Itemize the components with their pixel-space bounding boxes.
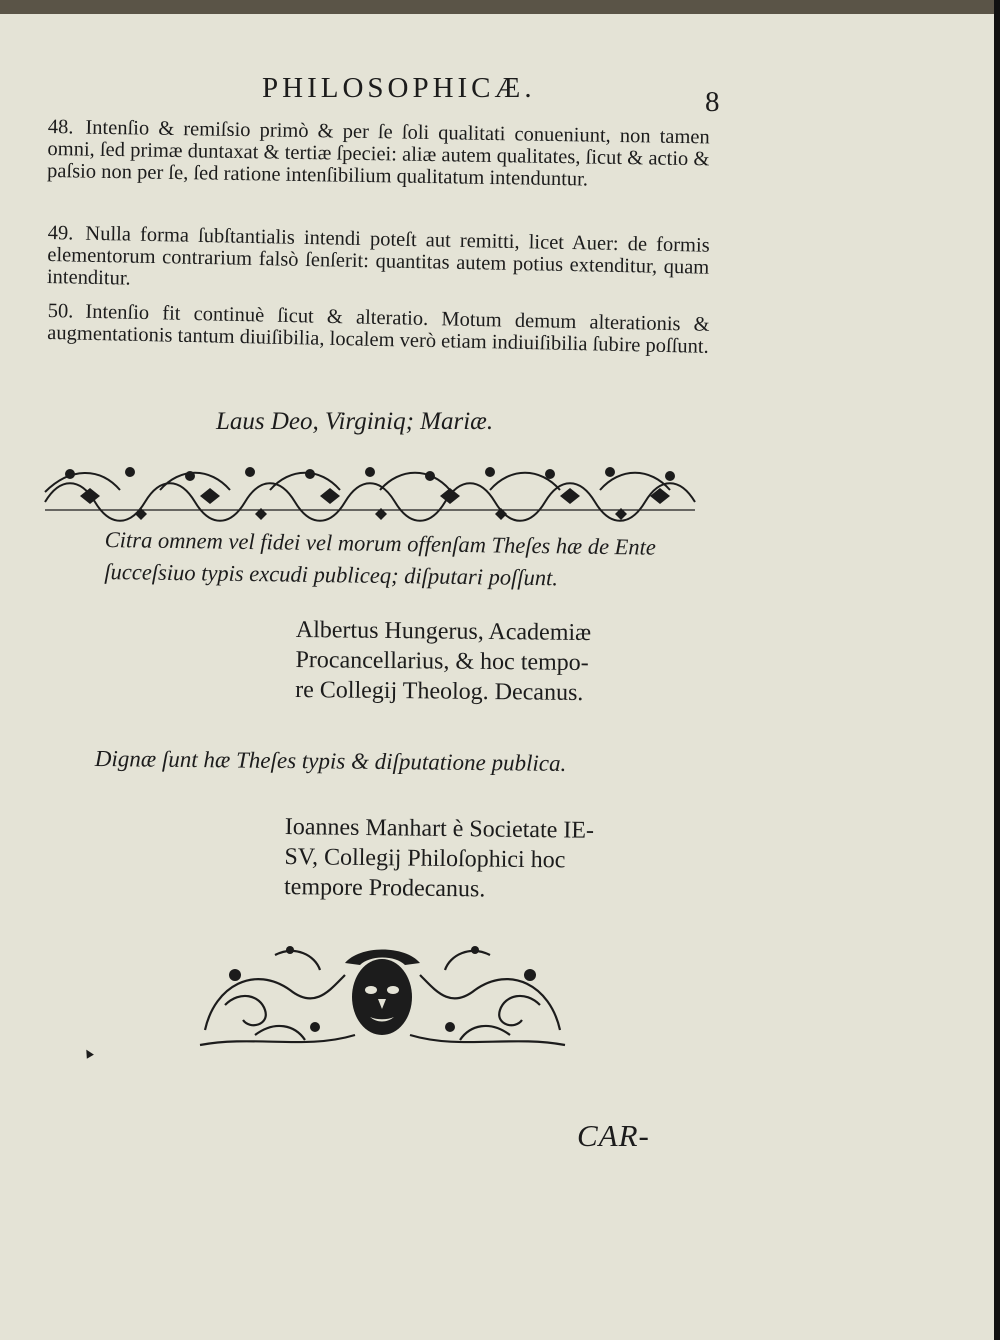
catchword: CAR- [577,1118,650,1153]
thesis-number: 49. [47,222,74,245]
decorative-vine-band [40,462,702,528]
approval-line: Procancellarius, & hoc tempo- [295,646,589,677]
approval-line: SV, Collegij Philoſophici hoc [284,843,566,874]
approval-line: Ioannes Manhart è Societate IE- [284,813,595,844]
laus-deo-line: Laus Deo, Virginiq; Mariæ. [216,408,494,435]
thesis-text: Nulla forma ſubſtantialis intendi poteſt aut remitti, licet Auer: de formis elementorum contrarium falsò ſenſerit: quantitas autem potius extenditur, quam intenditur. [46,222,710,290]
page-top-edge [0,0,994,14]
thesis-number: 48. [47,116,74,139]
page-number: 8 [705,86,720,118]
approval-line: Albertus Hungerus, Academiæ [295,616,592,647]
thesis-text: Intenſio & remiſsio primò & per ſe ſoli qualitati conueniunt, non tamen omni, ſed primæ duntaxat & tertiæ ſpeciei: aliæ autem qualitates, ſicut & actio & paſsio non per ſe, ſed ratione intenſibilium qualitatum intenduntur. [46,116,710,191]
running-head: PHILOSOPHICÆ. [262,72,536,104]
thesis-50 [47,300,710,358]
thesis-number: 50. [47,300,74,323]
approval-ioannes [284,812,685,907]
approval-albertus [295,615,696,709]
censura-statement: Citra omnem vel fidei vel morum offenſam Theſes hæ de Ente ſucceſsiuo typis excudi publiceq; diſputari poſſunt. [104,526,657,591]
scan-right-edge [994,0,1000,1340]
thesis-48 [47,116,710,192]
approval-line: re Collegij Theolog. Decanus. [295,676,584,707]
ink-speck-mark: ▲ [78,1043,99,1064]
thesis-49 [47,222,710,301]
digna-statement: Dignæ ſunt hæ Theſes typis & diſputatione publica. [94,746,567,776]
thesis-text: Intenſio fit continuè ſicut & alteratio. Motum demum alterationis & augmentationis tantum diuiſibilia, localem verò etiam indiuiſibilia ſubire poſſunt. [47,300,710,358]
approval-line: tempore Prodecanus. [283,873,486,903]
grotesque-mask-tailpiece [195,935,570,1060]
